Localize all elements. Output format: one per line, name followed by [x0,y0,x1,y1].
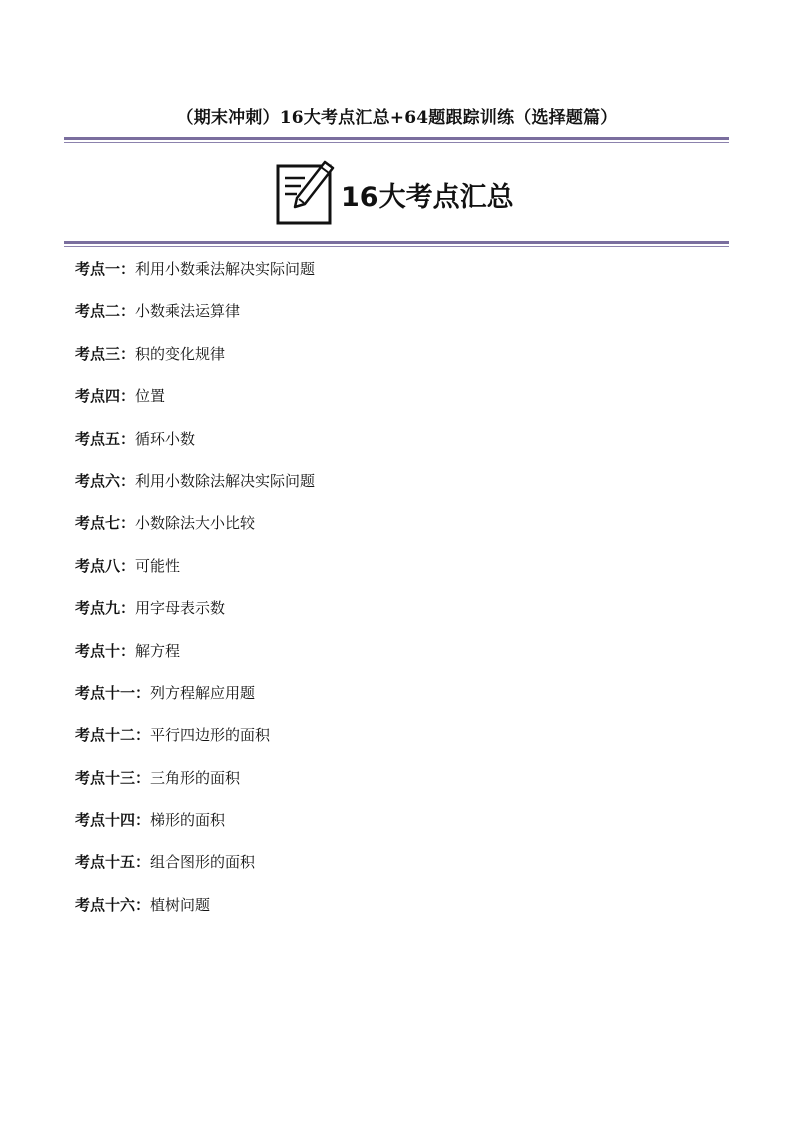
point-topic: 三角形的面积 [150,768,241,787]
point-topic: 循环小数 [135,429,196,448]
point-separator: ： [120,471,136,490]
point-separator: ： [120,514,136,533]
point-label: 考点十一 [75,683,136,702]
point-topic: 积的变化规律 [135,344,226,363]
point-separator: ： [120,344,136,363]
point-label: 考点三 [75,344,121,363]
point-topic: 梯形的面积 [150,811,226,830]
point-label: 考点二 [75,302,121,321]
list-item [75,428,315,470]
point-topic: 小数乘法运算律 [135,302,241,321]
point-topic: 利用小数除法解决实际问题 [135,471,316,490]
point-label: 考点一 [75,260,121,278]
list-item [75,851,315,893]
point-label: 考点九 [75,599,121,618]
point-separator: ： [120,429,136,448]
point-separator: ： [135,811,151,830]
point-label: 考点十六 [75,895,136,914]
point-topic: 组合图形的面积 [150,853,256,872]
list-item [75,300,315,342]
point-label: 考点十五 [75,853,136,872]
point-label: 考点十四 [75,811,136,830]
point-separator: ： [135,895,151,914]
point-separator: ： [135,768,151,787]
section-header [275,156,514,226]
list-item [75,597,315,639]
point-topic: 利用小数乘法解决实际问题 [135,260,316,278]
list-item [75,343,315,385]
list-item [75,767,315,809]
point-label: 考点八 [75,556,121,575]
notepad-pencil-icon [275,156,337,226]
point-topic: 用字母表示数 [135,599,226,618]
top-double-rule [64,137,729,143]
point-label: 考点十二 [75,726,136,745]
point-separator: ： [135,726,151,745]
point-separator: ： [135,853,151,872]
document-title: （期末冲刺）16大考点汇总+64题跟踪训练（选择题篇） [176,108,618,128]
point-separator: ： [120,260,136,278]
point-topic: 位置 [135,387,166,406]
point-topic: 植树问题 [150,895,211,914]
point-topic: 解方程 [135,641,181,660]
list-item [75,724,315,766]
point-label: 考点四 [75,387,121,406]
point-label: 考点十三 [75,768,136,787]
list-item [75,258,315,300]
point-topic: 列方程解应用题 [150,683,256,702]
list-item [75,512,315,554]
point-label: 考点七 [75,514,121,533]
bottom-double-rule [64,241,729,247]
point-label: 考点五 [75,429,121,448]
point-label: 考点六 [75,471,121,490]
point-topic: 平行四边形的面积 [150,726,271,745]
list-item [75,555,315,597]
point-topic: 可能性 [135,556,181,575]
point-topic: 小数除法大小比较 [135,514,256,533]
point-label: 考点十 [75,641,121,660]
point-separator: ： [120,387,136,406]
point-separator: ： [120,641,136,660]
point-separator: ： [120,599,136,618]
point-separator: ： [120,302,136,321]
list-item [75,385,315,427]
list-item [75,640,315,682]
list-item [75,470,315,512]
exam-points-list [75,258,315,936]
point-separator: ： [135,683,151,702]
section-title: 16大考点汇总 [341,181,514,213]
list-item [75,894,315,936]
list-item [75,809,315,851]
list-item [75,682,315,724]
point-separator: ： [120,556,136,575]
